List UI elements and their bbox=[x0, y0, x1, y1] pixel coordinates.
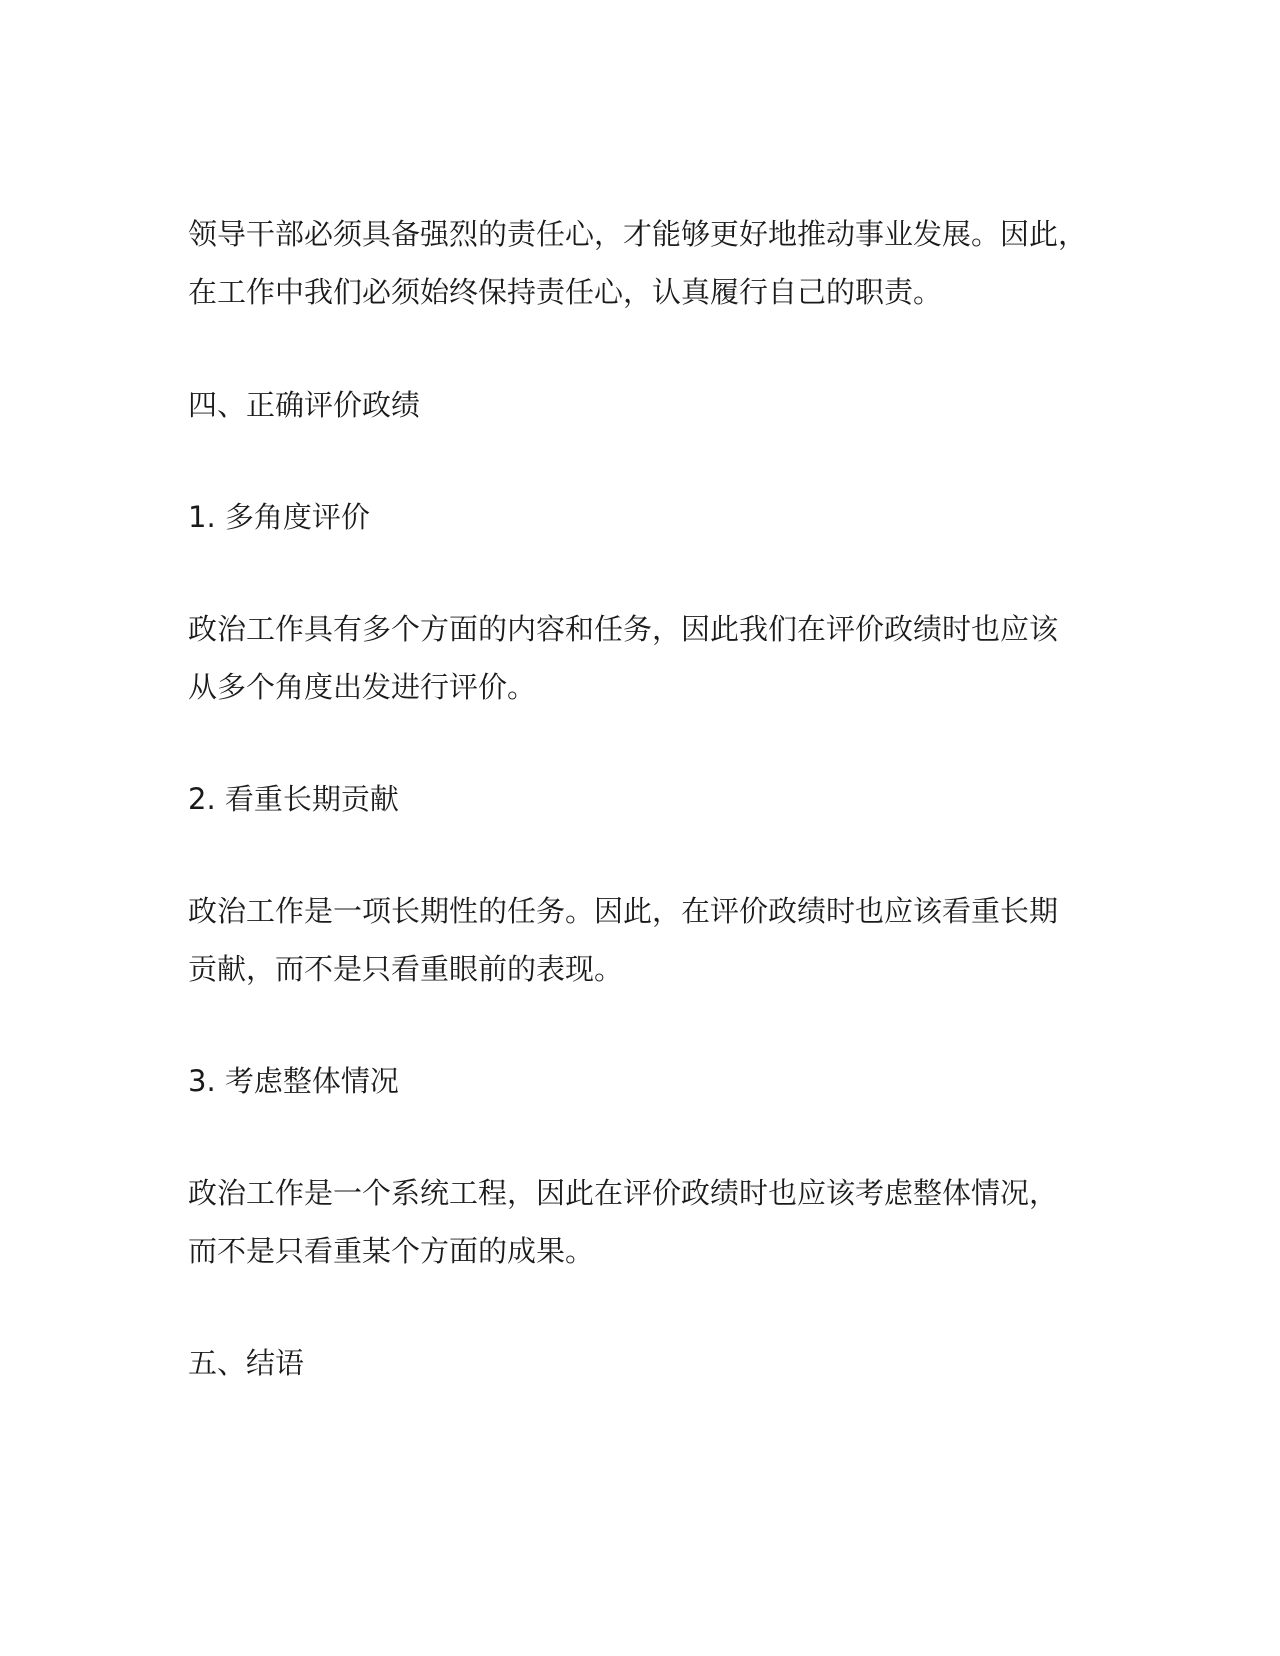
paragraph-overall-line-1: 政治工作是一个系统工程，因此在评价政绩时也应该考虑整体情况， bbox=[188, 1176, 1059, 1210]
paragraph-long-term-line-1: 政治工作是一项长期性的任务。因此，在评价政绩时也应该看重长期 bbox=[188, 894, 1059, 928]
subheading-overall: 3. 考虑整体情况 bbox=[188, 1064, 399, 1098]
subheading-multi-angle: 1. 多角度评价 bbox=[188, 500, 370, 534]
paragraph-responsibility-line-2: 在工作中我们必须始终保持责任心，认真履行自己的职责。 bbox=[188, 275, 943, 309]
paragraph-multi-angle-line-2: 从多个角度出发进行评价。 bbox=[188, 670, 537, 704]
paragraph-long-term-line-2: 贡献，而不是只看重眼前的表现。 bbox=[188, 952, 624, 986]
subheading-long-term: 2. 看重长期贡献 bbox=[188, 782, 399, 816]
paragraph-responsibility-line-1: 领导干部必须具备强烈的责任心，才能够更好地推动事业发展。因此， bbox=[188, 217, 1088, 251]
section-heading-conclusion: 五、结语 bbox=[188, 1346, 305, 1380]
paragraph-multi-angle-line-1: 政治工作具有多个方面的内容和任务，因此我们在评价政绩时也应该 bbox=[188, 612, 1059, 646]
paragraph-overall-line-2: 而不是只看重某个方面的成果。 bbox=[188, 1234, 595, 1268]
section-heading-evaluate-performance: 四、正确评价政绩 bbox=[188, 388, 421, 422]
